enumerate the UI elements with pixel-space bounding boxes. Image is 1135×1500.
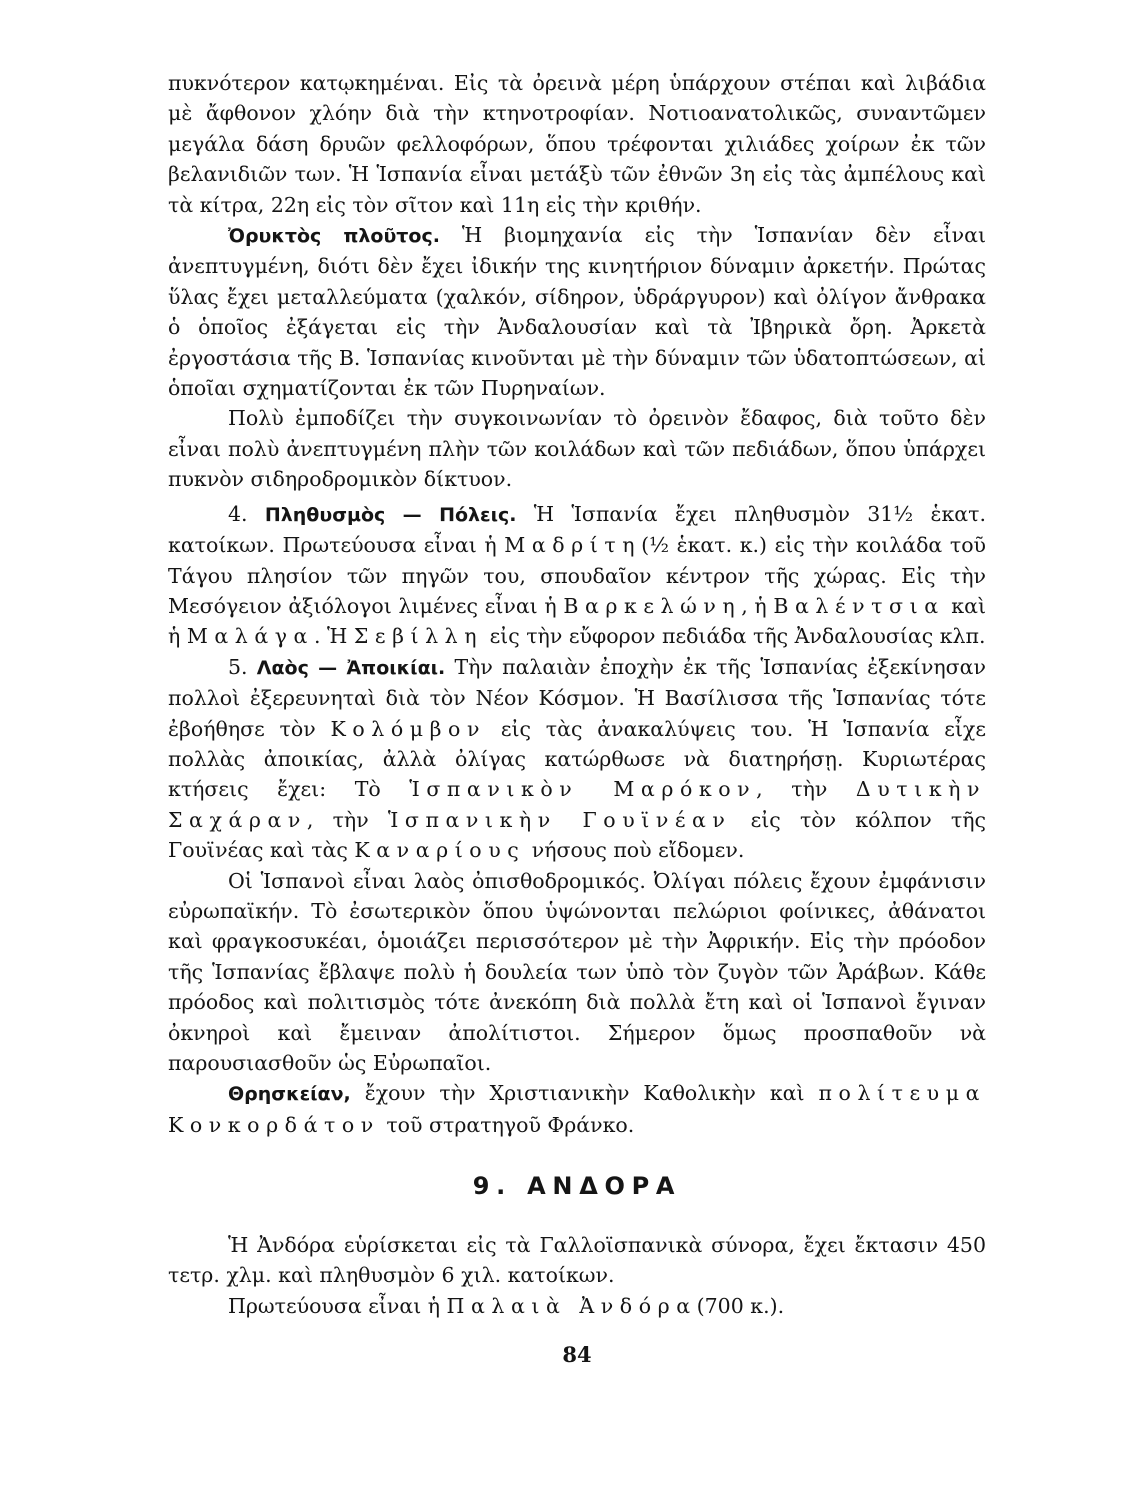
text-run: , τὴν xyxy=(306,807,388,832)
city-valencia: Βαλέντσια xyxy=(773,593,945,618)
section-number: 4. xyxy=(228,501,248,526)
section-title-mineral-wealth: Ὀρυκτὸς πλοῦτος. xyxy=(228,225,440,248)
city-malaga: Μαλάγα xyxy=(186,624,314,649)
chapter-heading-andorra: 9. ΑΝΔΟΡΑ xyxy=(472,1172,682,1200)
paragraph-mineral-wealth xyxy=(168,220,986,403)
text-run: εἰς τὰς ἀνακαλύψεις του. Ἡ Ἱσπανία εἶχε πολλὰς ἀποικίας, ἀλλὰ ὀλίγας κατώρθωσε νὰ διατηρήσῃ. Κυριωτέρας κτήσεις ἔχει: Τὸ xyxy=(168,716,986,802)
colony-canary-islands: Καναρίους xyxy=(354,838,526,863)
text-run: , ἡ xyxy=(741,593,774,618)
text-run: τοῦ στρατηγοῦ Φράνκο. xyxy=(379,1112,635,1137)
section-title-religion: Θρησκείαν, xyxy=(228,1083,351,1106)
text-run: Ἡ Ἱσπανία ἔχει πληθυσμὸν 31½ ἑκατ. κατοίκων. Πρωτεύουσα εἶναι ἡ xyxy=(168,501,986,558)
text-run: (½ ἑκατ. κ.) εἰς τὴν κοιλάδα τοῦ Τάγου πλησίον τῶν πηγῶν του, σπουδαῖον κέντρον τῆς χώρας. Εἰς τὴν Μεσόγειον ἀξιόλογοι λιμένες εἶναι ἡ xyxy=(168,533,987,618)
colony-spanish-guinea: Ἱσπανικὴν Γουϊνέαν xyxy=(387,807,732,832)
text-run: . Ἡ xyxy=(313,624,354,649)
city-barcelona: Βαρκελώνη xyxy=(563,593,742,618)
city-madrid: Μαδρίτη xyxy=(504,533,642,558)
paragraph-people-colonies xyxy=(168,652,986,866)
city-seville: Σεβίλλη xyxy=(353,624,484,649)
text-run: Τὴν παλαιὰν ἐποχὴν ἐκ τῆς Ἱσπανίας ἐξεκίνησαν πολλοὶ ἐξερευνηταὶ διὰ τὸν Νέον Κόσμον. Ἡ Βασίλισσα τῆς Ἱσπανίας τότε ἐβοήθησε τὸν xyxy=(168,654,986,741)
colony-western-sahara: Δυτικὴν Σαχάραν xyxy=(168,777,986,832)
text-run: , τὴν xyxy=(756,777,856,802)
text-run: νήσους ποὺ εἴδομεν. xyxy=(525,838,745,863)
paragraph-spanish-people: Οἱ Ἱσπανοὶ εἶναι λαὸς ὀπισθοδρομικός. Ὀλίγαι πόλεις ἔχουν ἐμφάνισιν εὐρωπαϊκήν. Τὸ ἐσωτερικὸν ὅπου ὑψώνονται πελώριοι φοίνικες, ἀθάνατοι καὶ φραγκοσυκέαι, ὁμοιάζει περισσότερον μὲ τὴν Ἀφρικήν. Εἰς τὴν πρόοδον τῆς Ἱσπανίας ἔβλαψε πολὺ ἡ δουλεία των ὑπὸ τὸν ζυγὸν τῶν Ἀράβων. Κάθε πρόοδος καὶ πολιτισμὸς τότε ἀνεκόπη διὰ πολλὰ ἔτη καὶ οἱ Ἱσπανοὶ ἔγιναν ὀκνηροὶ καὶ ἔμειναν ἀπολίτιστοι. Σήμερον ὅμως προσπαθοῦν νὰ παρουσιασθοῦν ὡς Εὐρωπαῖοι. xyxy=(168,868,986,1075)
paragraph-religion xyxy=(168,1078,986,1140)
paragraph-andorra-area: Ἡ Ἀνδόρα εὑρίσκεται εἰς τὰ Γαλλοϊσπανικὰ σύνορα, ἔχει ἔκτασιν 450 τετρ. χλμ. καὶ πληθυσμὸν 6 χιλ. κατοίκων. xyxy=(168,1233,986,1288)
paragraph-population xyxy=(168,499,986,652)
text-run: εἰς τὴν εὔφορον πεδιάδα τῆς Ἀνδαλουσίας κλπ. xyxy=(483,624,986,649)
paragraph-communications: Πολὺ ἐμποδίζει τὴν συγκοινωνίαν τὸ ὀρεινὸν ἔδαφος, διὰ τοῦτο δὲν εἶναι πολὺ ἀνεπτυγμένη πλὴν τῶν κοιλάδων καὶ τῶν πεδιάδων, ὅπου ὑπάρχει πυκνὸν σιδηροδρομικὸν δίκτυον. xyxy=(168,406,986,492)
paragraph-andorra-capital xyxy=(168,1291,986,1321)
section-number: 5. xyxy=(228,654,248,679)
body-text xyxy=(168,68,986,1140)
section-title-people-colonies: Λαὸς — Ἀποικίαι. xyxy=(256,656,446,679)
name-columbus: Κολόμβον xyxy=(330,716,486,741)
text-run: καὶ ἡ xyxy=(168,593,986,649)
regime-concordat: πολίτευμα Κονκορδάτον xyxy=(168,1081,986,1137)
text-run: ἔχουν τὴν Χριστιανικὴν Καθολικὴν καὶ xyxy=(350,1081,819,1106)
section-title-population: Πληθυσμὸς — Πόλεις. xyxy=(264,503,517,526)
city-andorra-la-vella: Παλαιὰ Ἀνδόρα xyxy=(446,1293,697,1318)
andorra-text xyxy=(168,1230,986,1321)
page-number: 84 xyxy=(562,1342,592,1367)
colony-spanish-morocco: Ἱσπανικὸν Μαρόκον xyxy=(409,777,757,802)
text-run: (700 κ.). xyxy=(696,1293,785,1318)
paragraph-continuation: πυκνότερον κατῳκημέναι. Εἰς τὰ ὀρεινὰ μέρη ὑπάρχουν στέπαι καὶ λιβάδια μὲ ἄφθονον χλόην διὰ τὴν κτηνοτροφίαν. Νοτιοανατολικῶς, συναντῶμεν μεγάλα δάση δρυῶν φελλοφόρων, ὅπου τρέφονται χιλιάδες χοίρων ἐκ τῶν βελανιδιῶν των. Ἡ Ἱσπανία εἶναι μετάξὺ τῶν ἐθνῶν 3η εἰς τὰς ἀμπέλους καὶ τὰ κίτρα, 22η εἰς τὸν σῖτον καὶ 11η εἰς τὴν κριθήν. xyxy=(168,71,986,217)
text-run: εἰς τὸν κόλπον τῆς Γουϊνέας καὶ τὰς xyxy=(168,807,986,863)
text-run: Πρωτεύουσα εἶναι ἡ xyxy=(228,1293,447,1318)
paragraph-text: Ἡ βιομηχανία εἰς τὴν Ἱσπανίαν δὲν εἶναι ἀνεπτυγμένη, διότι δὲν ἔχει ἰδικήν της κινητήριον δύναμιν ἀρκετήν. Πρώτας ὕλας ἔχει μεταλλεύματα (χαλκόν, σίδηρον, ὑδράργυρον) καὶ ὀλίγον ἄνθρακα ὁ ὁποῖος ἐξάγεται εἰς τὴν Ἀνδαλουσίαν καὶ τὰ Ἰβηρικὰ ὄρη. Ἀρκετὰ ἐργοστάσια τῆς Β. Ἱσπανίας κινοῦνται μὲ τὴν δύναμιν τῶν ὑδατοπτώσεων, αἱ ὁποῖαι σχηματίζονται ἐκ τῶν Πυρηναίων. xyxy=(168,223,986,401)
